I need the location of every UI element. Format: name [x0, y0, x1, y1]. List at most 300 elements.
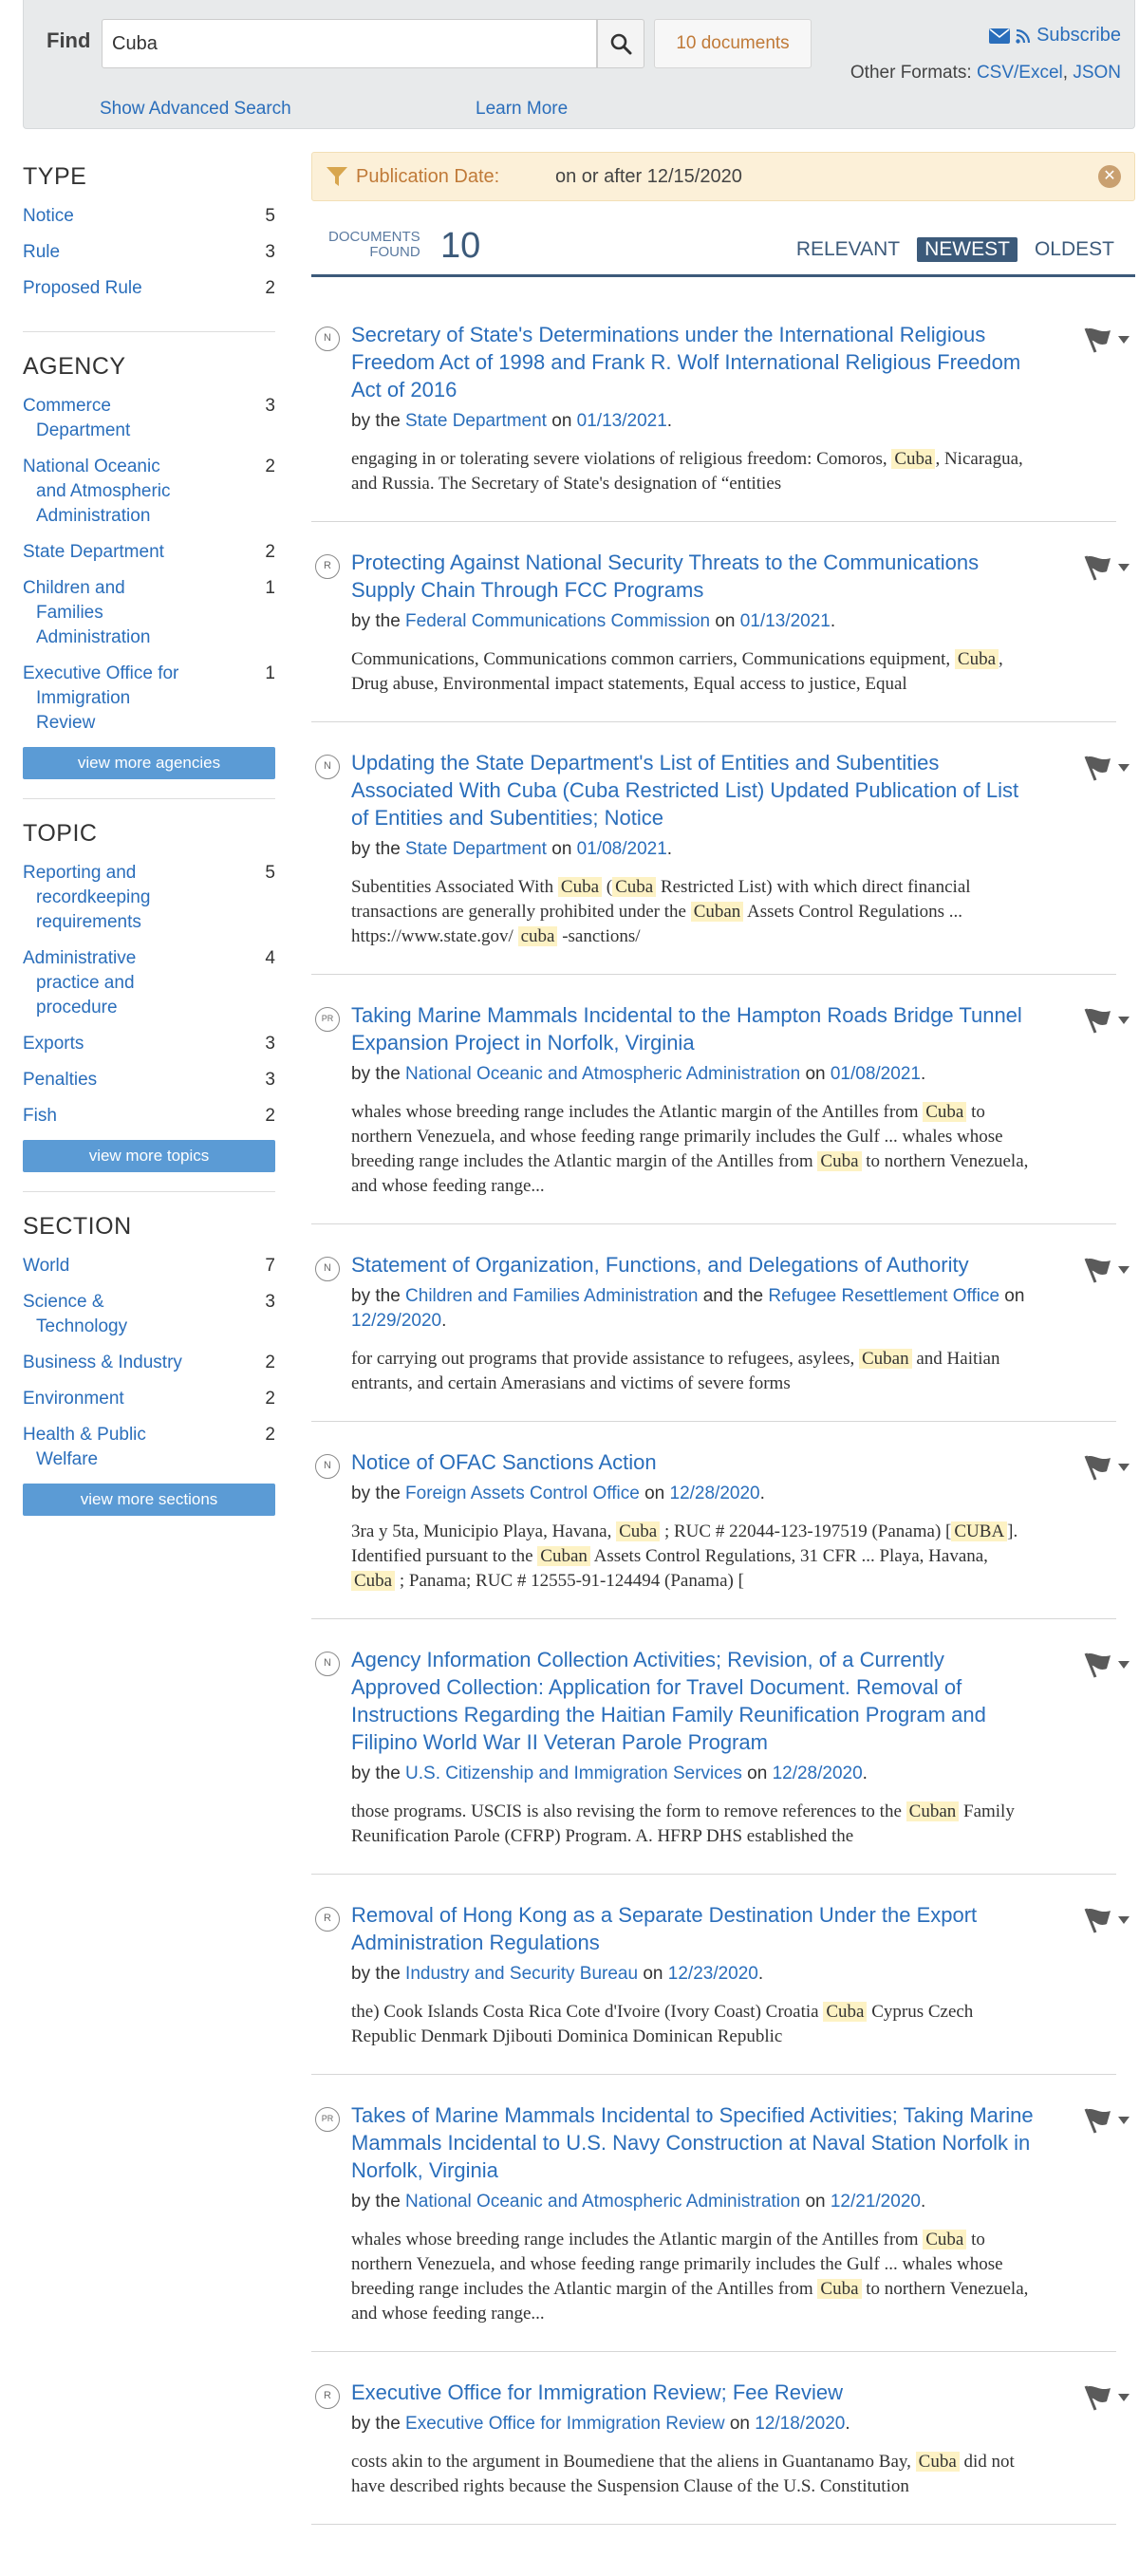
result-item	[311, 522, 1116, 722]
publication-date-link[interactable]: 12/29/2020	[351, 1311, 442, 1331]
facet-count: 3	[265, 1034, 275, 1054]
results-header	[311, 226, 1135, 277]
facet-item-label[interactable]	[23, 540, 232, 565]
result-body	[351, 2379, 1035, 2499]
search-term-highlight: Cuba	[923, 2230, 966, 2249]
close-icon[interactable]: ✕	[1098, 165, 1121, 188]
excerpt-text: Restricted List) with which direct financial transactions are generally prohibited under the	[351, 877, 971, 922]
facet-type	[23, 163, 275, 332]
result-title-link[interactable]: Taking Marine Mammals Incidental to the Hampton Roads Bridge Tunnel Expansion Project in Norfolk, Virginia	[351, 1003, 1022, 1055]
agency-link[interactable]: State Department	[405, 839, 547, 859]
document-type-badge: PR	[315, 1007, 340, 1032]
result-title-link[interactable]: Removal of Hong Kong as a Separate Destination Under the Export Administration Regulations	[351, 1903, 978, 1954]
result-item	[311, 2075, 1116, 2352]
flag-menu[interactable]	[1082, 327, 1130, 353]
excerpt-text: Family Reunification Parole (CFRP) Program. A. HFRP DHS established the	[351, 1801, 1015, 1846]
excerpt-text: Cyprus Czech Republic Denmark Djibouti Dominica Dominican Republic	[351, 2002, 974, 2046]
flag-icon[interactable]	[1082, 2107, 1114, 2134]
meta-period: .	[441, 1311, 447, 1331]
facet-item-label[interactable]	[23, 1290, 232, 1339]
facet-label-line[interactable]: Health & Public	[23, 1425, 146, 1445]
facet-item[interactable]	[23, 394, 275, 443]
agency-link[interactable]: U.S. Citizenship and Immigration Services	[405, 1764, 742, 1783]
document-type-badge: R	[315, 1907, 340, 1932]
results-list	[311, 321, 1135, 2525]
search-term-highlight: Cuba	[612, 877, 656, 897]
facet-item-label[interactable]	[23, 455, 232, 529]
excerpt-text: did not have described rights because the Suspension Clause of the U.S. Constitution	[351, 2452, 1015, 2496]
result-meta	[351, 1762, 1035, 1786]
facet-count: 2	[265, 1353, 275, 1372]
active-filter	[311, 152, 1135, 201]
facet-count: 7	[265, 1256, 275, 1276]
meta-on: on	[747, 1764, 768, 1783]
search-term-highlight: CUBA	[951, 1521, 1007, 1541]
facet-item-label[interactable]	[23, 1351, 232, 1375]
meta-by: by the	[351, 411, 401, 431]
publication-date-link[interactable]: 12/28/2020	[772, 1764, 863, 1783]
facet-item[interactable]	[23, 1068, 275, 1092]
document-type-badge: N	[315, 755, 340, 779]
advanced-search-link[interactable]: Show Advanced Search	[100, 99, 291, 119]
meta-by: by the	[351, 1764, 401, 1783]
result-item	[311, 975, 1116, 1224]
caret-down-icon[interactable]	[1118, 2117, 1130, 2124]
excerpt-text: to northern Venezuela, and whose feeding range...	[351, 2279, 1029, 2324]
meta-period: .	[830, 611, 836, 631]
agency-link[interactable]: National Oceanic and Atmospheric Administration	[405, 1064, 801, 1084]
excerpt-text: ]. Identified pursuant to the	[351, 1521, 1018, 1566]
result-item	[311, 321, 1116, 522]
facet-count: 2	[265, 542, 275, 562]
result-excerpt	[351, 1520, 1035, 1594]
facet-item-label[interactable]	[23, 1104, 232, 1129]
sort-relevant[interactable]: RELEVANT	[795, 238, 901, 260]
facet-item-label[interactable]	[23, 946, 232, 1020]
flag-menu[interactable]	[1082, 755, 1130, 781]
facet-count: 2	[265, 1389, 275, 1409]
excerpt-text: and Haitian entrants, and certain Amerasians and victims of severe forms	[351, 1349, 1000, 1393]
result-excerpt	[351, 2000, 1035, 2049]
result-body	[351, 321, 1035, 496]
result-meta	[351, 609, 1035, 634]
search-term-highlight: Cuba	[351, 1571, 395, 1591]
meta-by: by the	[351, 611, 401, 631]
result-item	[311, 1224, 1116, 1422]
publication-date-link[interactable]: 01/13/2021	[576, 411, 667, 431]
learn-more-link[interactable]: Learn More	[476, 99, 569, 119]
search-term-highlight: cuba	[518, 926, 558, 946]
result-title-link[interactable]: Notice of OFAC Sanctions Action	[351, 1450, 657, 1474]
facet-label-line[interactable]: Department	[36, 420, 131, 440]
caret-down-icon[interactable]	[1118, 336, 1130, 344]
facet-section	[23, 1213, 275, 1535]
facet-item-label[interactable]	[23, 276, 232, 301]
excerpt-text: -sanctions/	[557, 926, 641, 946]
agency-link[interactable]: Refugee Resettlement Office	[768, 1286, 1000, 1306]
document-type-badge: R	[315, 554, 340, 579]
meta-on: on	[1004, 1286, 1025, 1306]
facet-item[interactable]	[23, 1104, 275, 1129]
facet-topic	[23, 820, 275, 1192]
flag-menu[interactable]	[1082, 2384, 1130, 2411]
excerpt-text: Communications, Communications common carriers, Communications equipment,	[351, 649, 955, 669]
facet-label-line[interactable]: procedure	[36, 998, 118, 1017]
facet-sidebar	[23, 163, 275, 1556]
document-count: 10 documents	[654, 19, 812, 68]
facet-item[interactable]	[23, 662, 275, 736]
excerpt-text: the) Cook Islands Costa Rica Cote d'Ivoire (Ivory Coast) Croatia	[351, 2002, 824, 2022]
excerpt-text: Subentities Associated With	[351, 877, 558, 897]
search-input[interactable]	[102, 19, 597, 68]
result-body	[351, 749, 1035, 949]
agency-link[interactable]: Children and Families Administration	[405, 1286, 699, 1306]
view-more-sections-button[interactable]: view more sections	[23, 1484, 275, 1516]
meta-by: by the	[351, 1484, 401, 1503]
facet-item[interactable]	[23, 1423, 275, 1472]
facet-title-topic: TOPIC	[23, 820, 98, 847]
search-term-highlight: Cuba	[817, 1151, 861, 1171]
facet-item-label[interactable]	[23, 204, 232, 229]
meta-by: by the	[351, 1064, 401, 1084]
meta-period: .	[845, 2414, 850, 2434]
result-excerpt	[351, 1800, 1035, 1849]
flag-menu[interactable]	[1082, 1454, 1130, 1481]
facet-count: 2	[265, 457, 275, 476]
facet-label-line[interactable]: recordkeeping	[36, 887, 151, 907]
flag-icon[interactable]	[1082, 1007, 1114, 1034]
result-meta	[351, 1062, 1035, 1087]
excerpt-text: costs akin to the argument in Boumediene that the aliens in Guantanamo Bay,	[351, 2452, 916, 2472]
facet-item-label[interactable]	[23, 662, 232, 736]
result-meta	[351, 1284, 1035, 1334]
facet-item-label[interactable]	[23, 1423, 232, 1472]
facet-label-line[interactable]: Proposed Rule	[23, 278, 142, 298]
meta-period: .	[757, 1964, 764, 1984]
facet-label-line[interactable]: Families	[36, 603, 103, 623]
sort-oldest[interactable]: OLDEST	[1034, 238, 1114, 260]
flag-icon[interactable]	[1082, 755, 1114, 781]
documents-word: DOCUMENTS	[328, 229, 420, 245]
result-body	[351, 1448, 1035, 1594]
search-term-highlight: Cuba	[817, 2279, 861, 2299]
facet-label-line[interactable]: Business & Industry	[23, 1353, 182, 1372]
publication-date-link[interactable]: 12/21/2020	[830, 2192, 921, 2212]
facet-item[interactable]	[23, 240, 275, 265]
meta-period: .	[759, 1484, 765, 1503]
facet-item[interactable]	[23, 540, 275, 565]
facet-count: 3	[265, 1070, 275, 1090]
flag-menu[interactable]	[1082, 1652, 1130, 1678]
facet-label-line[interactable]: Administrative	[23, 948, 137, 968]
excerpt-text: ; RUC # 22044-123-197519 (Panama) [	[660, 1521, 952, 1541]
meta-on: on	[729, 2414, 750, 2434]
result-meta	[351, 1962, 1035, 1987]
facet-count: 5	[265, 863, 275, 883]
filter-value: on or after 12/15/2020	[555, 166, 742, 187]
publication-date-link[interactable]: 12/18/2020	[755, 2414, 846, 2434]
search-term-highlight: Cuba	[558, 877, 602, 897]
document-type-badge: N	[315, 1652, 340, 1676]
publication-date-link[interactable]: 01/13/2021	[739, 611, 831, 631]
facet-title-type: TYPE	[23, 163, 87, 190]
facet-label-line[interactable]: requirements	[36, 912, 141, 932]
facet-count: 2	[265, 1425, 275, 1445]
excerpt-text: for carrying out programs that provide assistance to refugees, asylees,	[351, 1349, 859, 1369]
facet-count: 2	[265, 1106, 275, 1126]
excerpt-text: to northern Venezuela, and whose feeding range primarily includes the Gulf ... whales whose breeding range includes the Atlantic margin of the Antilles from	[351, 2230, 1003, 2299]
excerpt-text: to northern Venezuela, and whose feeding range primarily includes the Gulf ... whales whose breeding range includes the Atlantic margin of the Antilles from	[351, 1102, 1003, 1171]
subscribe-link[interactable]	[989, 25, 1121, 47]
agency-link[interactable]: Federal Communications Commission	[405, 611, 711, 631]
result-excerpt	[351, 1100, 1035, 1199]
meta-on: on	[551, 411, 572, 431]
result-title-link[interactable]: Agency Information Collection Activities; Revision, of a Currently Approved Collection: Application for Travel Document. Removal of Instructions Regarding the Haitian Family Reunification Program and Filipino World War II Veteran Parole Program	[351, 1648, 986, 1754]
result-body	[351, 1646, 1035, 1849]
facet-agency	[23, 353, 275, 799]
search-term-highlight: Cuba	[823, 2002, 867, 2022]
facet-count: 3	[265, 396, 275, 416]
flag-icon[interactable]	[1082, 2384, 1114, 2411]
search-term-highlight: Cuba	[916, 2452, 960, 2472]
search-term-highlight: Cuban	[691, 902, 744, 922]
meta-on: on	[805, 1064, 826, 1084]
agency-link[interactable]: Executive Office for Immigration Review	[405, 2414, 725, 2434]
facet-label-line[interactable]: World	[23, 1256, 70, 1276]
flag-menu[interactable]	[1082, 1257, 1130, 1283]
facet-label-line[interactable]: Welfare	[36, 1449, 99, 1469]
caret-down-icon[interactable]	[1118, 764, 1130, 772]
result-body	[351, 1251, 1035, 1396]
result-body	[351, 1901, 1035, 2049]
excerpt-text: whales whose breeding range includes the Atlantic margin of the Antilles from	[351, 2230, 924, 2249]
view-more-topics-button[interactable]: view more topics	[23, 1140, 275, 1172]
facet-label-line[interactable]: Exports	[23, 1034, 84, 1054]
facet-label-line[interactable]: Commerce	[23, 396, 111, 416]
result-title-link[interactable]: Executive Office for Immigration Review; Fee Review	[351, 2380, 843, 2404]
funnel-icon	[326, 166, 348, 187]
flag-icon[interactable]	[1082, 327, 1114, 353]
meta-period: .	[862, 1764, 868, 1783]
result-title-link[interactable]: Updating the State Department's List of Entities and Subentities Associated With Cuba (Cuba Restricted List) Updated Publication of List of Entities and Subentities; Notice	[351, 751, 1019, 830]
find-label: Find	[47, 28, 91, 52]
flag-icon[interactable]	[1082, 1652, 1114, 1678]
facet-item-label[interactable]	[23, 576, 232, 650]
result-item	[311, 1619, 1116, 1875]
facet-item[interactable]	[23, 861, 275, 935]
other-formats-label: Other Formats:	[850, 63, 972, 83]
agency-link[interactable]: Industry and Security Bureau	[405, 1964, 639, 1984]
search-term-highlight: Cuba	[891, 449, 935, 469]
facet-count: 1	[265, 578, 275, 598]
search-term-highlight: Cuban	[537, 1546, 590, 1566]
meta-by: by the	[351, 1964, 401, 1984]
caret-down-icon[interactable]	[1118, 1916, 1130, 1924]
excerpt-text: whales whose breeding range includes the Atlantic margin of the Antilles from	[351, 1102, 924, 1122]
meta-on: on	[805, 2192, 826, 2212]
result-title-link[interactable]: Protecting Against National Security Threats to the Communications Supply Chain Through FCC Programs	[351, 551, 980, 602]
facet-count: 5	[265, 206, 275, 226]
facet-item[interactable]	[23, 946, 275, 1020]
facet-item-label[interactable]	[23, 1254, 232, 1279]
facet-title-section: SECTION	[23, 1213, 132, 1240]
meta-period: .	[920, 1064, 926, 1084]
csv-excel-link[interactable]: CSV/Excel	[976, 63, 1063, 83]
facet-label-line[interactable]: Science &	[23, 1292, 104, 1312]
result-body	[351, 2101, 1035, 2326]
meta-on: on	[643, 1964, 663, 1984]
caret-down-icon[interactable]	[1118, 1464, 1130, 1471]
found-word: FOUND	[369, 244, 420, 260]
meta-by: by the	[351, 2414, 401, 2434]
facet-item-label[interactable]	[23, 1068, 232, 1092]
meta-and: and the	[702, 1286, 764, 1306]
excerpt-text: engaging in or tolerating severe violations of religious freedom: Comoros,	[351, 449, 892, 469]
sort-options	[789, 237, 1122, 262]
agency-link[interactable]: State Department	[405, 411, 547, 431]
facet-item[interactable]	[23, 455, 275, 529]
facet-label-line[interactable]: Reporting and	[23, 863, 137, 883]
documents-found-label	[328, 230, 420, 260]
facet-count: 3	[265, 242, 275, 262]
meta-on: on	[551, 839, 572, 859]
meta-on: on	[644, 1484, 665, 1503]
caret-down-icon[interactable]	[1118, 1017, 1130, 1024]
facet-item-label[interactable]	[23, 1387, 232, 1411]
excerpt-text: those programs. USCIS is also revising the form to remove references to the	[351, 1801, 906, 1821]
flag-menu[interactable]	[1082, 1907, 1130, 1933]
result-meta	[351, 837, 1035, 862]
excerpt-text: 3ra y 5ta, Municipio Playa, Havana,	[351, 1521, 617, 1541]
result-item	[311, 722, 1116, 975]
result-meta	[351, 2412, 1035, 2436]
facet-label-line[interactable]: Executive Office for	[23, 663, 179, 683]
facet-label-line[interactable]: Rule	[23, 242, 61, 262]
caret-down-icon[interactable]	[1118, 1266, 1130, 1274]
facet-label-line[interactable]: Penalties	[23, 1070, 98, 1090]
facet-label-line[interactable]: Administration	[36, 506, 151, 526]
document-type-badge: PR	[315, 2107, 340, 2132]
caret-down-icon[interactable]	[1118, 1661, 1130, 1669]
result-excerpt	[351, 875, 1035, 949]
facet-label-line[interactable]: Administration	[36, 627, 151, 647]
agency-link[interactable]: National Oceanic and Atmospheric Administration	[405, 2192, 801, 2212]
facet-item[interactable]	[23, 576, 275, 650]
facet-item-label[interactable]	[23, 1032, 232, 1056]
result-meta	[351, 2190, 1035, 2214]
publication-date-link[interactable]: 01/08/2021	[830, 1064, 921, 1084]
result-item	[311, 1875, 1116, 2075]
result-title-link[interactable]: Statement of Organization, Functions, and Delegations of Authority	[351, 1253, 969, 1277]
flag-icon[interactable]	[1082, 554, 1114, 581]
subscribe-label[interactable]: Subscribe	[1036, 25, 1121, 46]
facet-title-agency: AGENCY	[23, 353, 126, 380]
meta-by: by the	[351, 1286, 401, 1306]
view-more-agencies-button[interactable]: view more agencies	[23, 747, 275, 779]
facet-item[interactable]	[23, 1290, 275, 1339]
search-term-highlight: Cuban	[859, 1349, 912, 1369]
meta-period: .	[666, 411, 673, 431]
facet-item-label[interactable]	[23, 394, 232, 443]
magnifier-icon	[609, 32, 632, 55]
result-title-link[interactable]: Secretary of State's Determinations under the International Religious Freedom Act of 1998 and Frank R. Wolf International Religious Freedom Act of 2016	[351, 323, 1021, 401]
flag-menu[interactable]	[1082, 2107, 1130, 2134]
facet-item-label[interactable]	[23, 240, 232, 265]
excerpt-text: , Drug abuse, Environmental impact statements, Equal access to justice, Equal	[351, 649, 1003, 694]
facet-label-line[interactable]: Review	[36, 713, 96, 733]
document-type-badge: N	[315, 327, 340, 351]
result-excerpt	[351, 2450, 1035, 2499]
result-excerpt	[351, 1347, 1035, 1396]
publication-date-link[interactable]: 12/28/2020	[669, 1484, 760, 1503]
facet-label-line[interactable]: Notice	[23, 206, 74, 226]
facet-item[interactable]	[23, 1254, 275, 1279]
facet-count: 3	[265, 1292, 275, 1312]
facet-label-line[interactable]: Children and	[23, 578, 125, 598]
facet-item-label[interactable]	[23, 861, 232, 935]
result-excerpt	[351, 447, 1035, 496]
facet-label-line[interactable]: State Department	[23, 542, 164, 562]
sort-newest[interactable]: NEWEST	[917, 237, 1018, 262]
facet-item[interactable]	[23, 1387, 275, 1411]
publication-date-link[interactable]: 12/23/2020	[667, 1964, 758, 1984]
facet-count: 4	[265, 948, 275, 968]
flag-menu[interactable]	[1082, 554, 1130, 581]
excerpt-text: (	[602, 877, 613, 897]
excerpt-text: Assets Control Regulations, 31 CFR ... Playa, Havana,	[589, 1546, 988, 1566]
flag-icon[interactable]	[1082, 1257, 1114, 1283]
meta-period: .	[920, 2192, 926, 2212]
excerpt-text: Assets Control Regulations ... https://www.state.gov/	[351, 902, 962, 946]
facet-item[interactable]	[23, 1351, 275, 1375]
result-title-link[interactable]: Takes of Marine Mammals Incidental to Specified Activities; Taking Marine Mammals Incidental to U.S. Navy Construction at Naval Station Norfolk in Norfolk, Virginia	[351, 2103, 1034, 2182]
result-item	[311, 2352, 1116, 2525]
facet-label-line[interactable]: Environment	[23, 1389, 124, 1409]
flag-menu[interactable]	[1082, 1007, 1130, 1034]
caret-down-icon[interactable]	[1118, 2394, 1130, 2401]
facet-label-line[interactable]: Fish	[23, 1106, 57, 1126]
caret-down-icon[interactable]	[1118, 564, 1130, 571]
documents-found-count: 10	[440, 226, 481, 266]
facet-item[interactable]	[23, 204, 275, 229]
result-meta	[351, 1482, 1035, 1506]
search-term-highlight: Cuba	[616, 1521, 660, 1541]
meta-period: .	[666, 839, 673, 859]
search-term-highlight: Cuba	[923, 1102, 966, 1122]
search-term-highlight: Cuban	[906, 1801, 960, 1821]
flag-icon[interactable]	[1082, 1907, 1114, 1933]
json-link[interactable]: JSON	[1073, 63, 1121, 83]
publication-date-link[interactable]: 01/08/2021	[576, 839, 667, 859]
facet-label-line[interactable]: National Oceanic	[23, 457, 160, 476]
agency-link[interactable]: Foreign Assets Control Office	[405, 1484, 640, 1503]
search-button[interactable]	[597, 19, 644, 68]
facet-label-line[interactable]: practice and	[36, 973, 135, 993]
result-excerpt	[351, 2228, 1035, 2326]
flag-icon[interactable]	[1082, 1454, 1114, 1481]
facet-item[interactable]	[23, 276, 275, 301]
result-body	[351, 1001, 1035, 1199]
facet-label-line[interactable]: Immigration	[36, 688, 131, 708]
facet-item[interactable]	[23, 1032, 275, 1056]
facet-count: 1	[265, 663, 275, 683]
facet-label-line[interactable]: Technology	[36, 1316, 128, 1336]
filter-label: Publication Date:	[356, 166, 500, 187]
result-meta	[351, 409, 1035, 434]
envelope-icon	[989, 28, 1010, 44]
facet-label-line[interactable]: and Atmospheric	[36, 481, 171, 501]
search-panel	[23, 0, 1135, 129]
